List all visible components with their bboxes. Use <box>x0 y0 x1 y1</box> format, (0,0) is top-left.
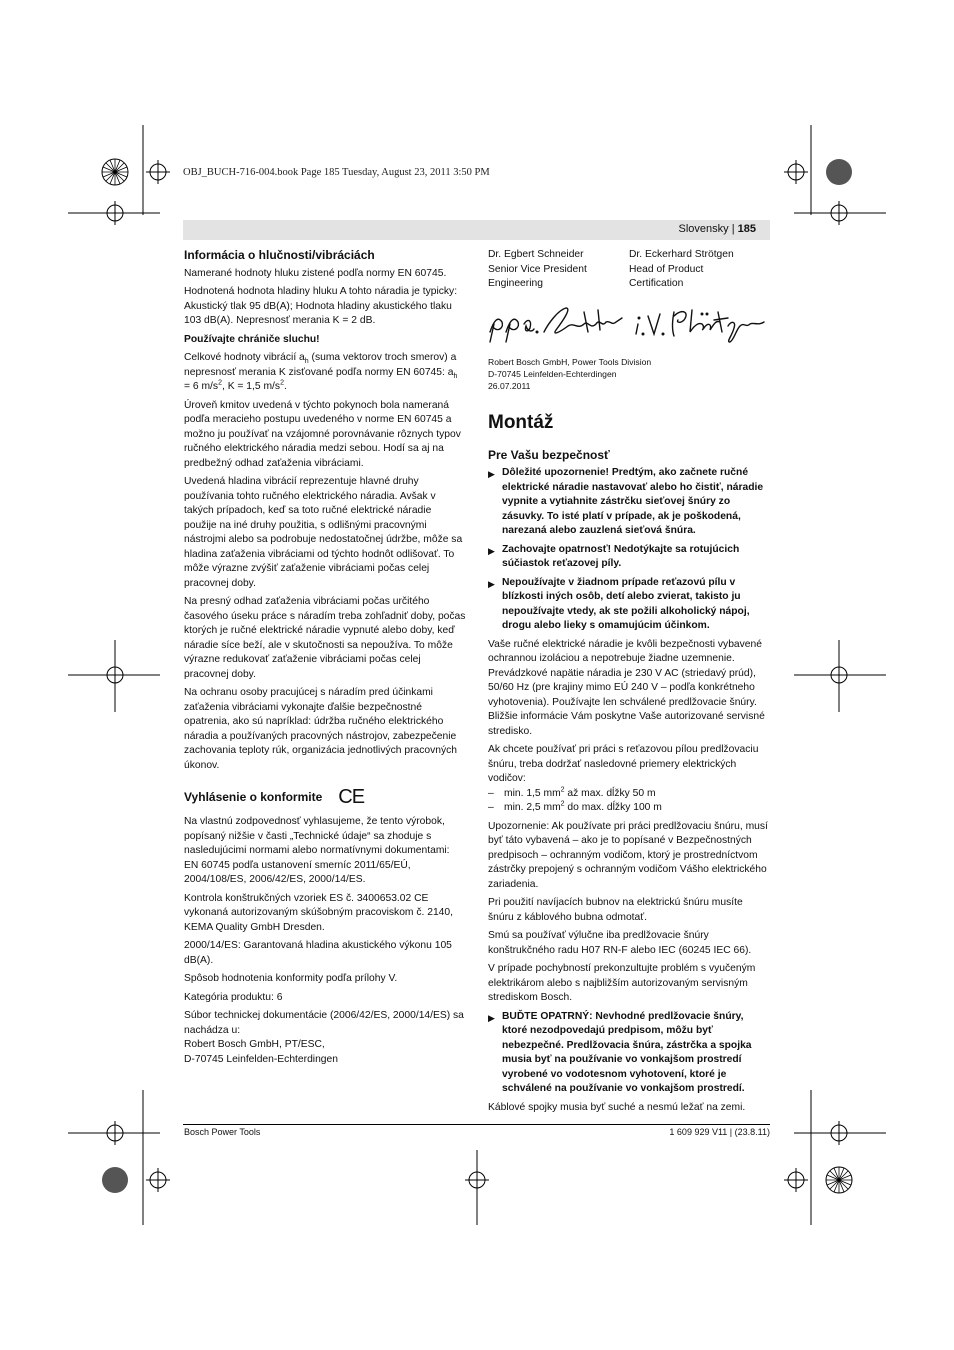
bullet-arrow-icon: ▶ <box>488 545 495 556</box>
vib-d: , K = 1,5 m/s <box>221 381 281 392</box>
vib-sub1: h <box>304 358 309 366</box>
printer-slug: OBJ_BUCH-716-004.book Page 185 Tuesday, August 23, 2011 3:50 PM <box>183 167 490 178</box>
conformity-p3: 2000/14/ES: Garantovaná hladina akustického výkonu 105 dB(A). <box>184 940 452 966</box>
montaz-p1: Vaše ručné elektrické náradie je kvôli bezpečnosti vybavené ochrannou izoláciou a nepotrebuje žiadne uzemnenie. Prevádzkové napätie náradia je 230 V AC (striedavý prúd), 50/60 Hz (pre krajiny mimo EÚ 240 V – podľa konkrétneho vyhotovenia). Používajte len schválené predlžovacie šnúry. Bližšie informácie Vám poskytne Vaše autorizované servisné stredisko. <box>488 638 765 737</box>
safety-bullet-3 <box>488 576 770 634</box>
company-date: 26.07.2011 <box>488 380 531 391</box>
header-separator: | <box>731 223 735 235</box>
vib-sub2: h <box>453 372 458 380</box>
vibration-p7: Na presný odhad zaťaženia vibráciami počas určitého časového úseku práce s náradím treba zohľadniť doby, počas ktorých je ručné elektrické náradie vypnuté alebo doby, keď náradie síce beží, ale v skutočnosti sa nepoužíva. To môže výrazne redukovať zaťaženie vibráciami počas celej pracovnej doby. <box>184 596 466 680</box>
sig1-prefix-text: ppa. <box>494 349 496 351</box>
signer2-name: Dr. Eckerhard Strötgen <box>629 249 734 260</box>
caution-bullet-text: BUĎTE OPATRNÝ: Nevhodné predlžovacie šnúry, ktoré nezodpovedajú predpisom, môžu byť nebezpečné. Predlžovacia šnúra, zástrčka a spojka musia byť na používanie vo vonkajšom prostredí vyrobené vo vodotesnom vyhotovení, ktoré je schválené na používanie vo vonkajšom prostredí. <box>502 1010 752 1094</box>
vibration-values <box>184 351 466 395</box>
safety-bullet-1-text: Dôležité upozornenie! Predtým, ako začnete ručné elektrické náradie nastavovať alebo ho čistiť, náradie vypnite a vytiahnite zástrčku sieťovej šnúry zo zásuvky. To isté platí v prípade, ak je poškodená, narezaná alebo zauzlená sieťová šnúra. <box>502 467 764 536</box>
d1-b: až max. dĺžky 50 m <box>564 787 656 799</box>
company-name: Robert Bosch GmbH, Power Tools Division <box>488 356 652 367</box>
montaz-p3: Upozornenie: Ak používate pri práci predlžovaciu šnúru, musí byť táto vybavená – ako je to popísané v Bezpečnostných predpisoch – ochranným vodičom, ktorý je prostredníctvom zástrčky prepojený s ochranným vodičom Vášho elektrického zariadenia. <box>488 820 768 890</box>
sig2-prefix-text: i.V. <box>638 349 640 351</box>
signer-schneider <box>488 248 629 292</box>
conformity-heading-row <box>184 787 466 807</box>
montaz-p5: Smú sa používať výlučne iba predlžovacie šnúry konštrukčného radu H07 RN-F alebo IEC (60245 IEC 66). <box>488 930 752 956</box>
vib-b: (suma vektorov troch smerov) a nepresnosť merania K zisťované podľa normy EN 60745: a <box>184 352 457 378</box>
conformity-p5: Kategória produktu: 6 <box>184 991 283 1003</box>
handwritten-signatures <box>488 302 773 351</box>
signer2-title: Head of Product <box>629 263 704 275</box>
header-text <box>679 223 756 235</box>
company-block <box>488 356 770 392</box>
bullet-arrow-icon: ▶ <box>488 1012 495 1023</box>
company-address: D-70745 Leinfelden-Echterdingen <box>488 368 617 379</box>
montaz-p6: V prípade pochybností prekonzultujte problém s vyučeným elektrikárom alebo s najbližším autorizovaným servisným strediskom Bosch. <box>488 963 756 1003</box>
footer-left: Bosch Power Tools <box>184 1127 261 1137</box>
safety-bullet-1 <box>488 466 770 539</box>
signer-stroetgen <box>629 248 770 292</box>
noise-vibration-heading: Informácia o hlučnosti/vibráciách <box>184 248 375 262</box>
conformity-p2: Kontrola konštrukčných vzoriek ES č. 3400653.02 CE vykonaná autorizovaným skúšobným pracoviskom č. 2140, KEMA Quality GmbH Dresden. <box>184 892 453 933</box>
page-number: 185 <box>737 223 756 235</box>
cable-size-1 <box>488 787 770 802</box>
d2-sup: 2 <box>560 800 565 808</box>
d2-a: min. 2,5 mm <box>504 802 561 813</box>
signer2-dept: Certification <box>629 278 684 289</box>
noise-p1: Namerané hodnoty hluku zistené podľa normy EN 60745. <box>184 267 447 279</box>
conformity-address-2: D-70745 Leinfelden-Echterdingen <box>184 1053 338 1065</box>
montaz-p2: Ak chcete používať pri práci s reťazovou pílou predlžovaciu šnúru, treba dodržať nasledovné priemery elektrických vodičov: <box>488 744 759 784</box>
vibration-p6: Uvedená hladina vibrácií reprezentuje hlavné druhy používania tohto ručného elektrického náradia. Avšak v takých prípadoch, keď sa toto ručné elektrické náradie použije na iné druhy použitia, s odlišnými pracovnými nástrojmi alebo sa podrobuje nedostatočnej údržbe, môže sa hladina zaťaženia vibráciami od týchto hodnôt odlišovať. To môže výrazne zvýšiť zaťaženie vibráciami počas celej pracovnej doby. <box>184 476 463 589</box>
left-column <box>184 248 466 1071</box>
footer-right: 1 609 929 V11 | (23.8.11) <box>669 1127 770 1137</box>
montaz-p7: Káblové spojky musia byť suché a nesmú ležať na zemi. <box>488 1101 746 1113</box>
cable-size-1-text <box>504 787 656 802</box>
ce-mark-icon: CE <box>338 786 365 808</box>
signer1-title: Senior Vice President <box>488 263 587 275</box>
safety-bullet-2-text: Zachovajte opatrnosť! Nedotýkajte sa rotujúcich súčiastok reťazovej píly. <box>502 543 740 569</box>
montaz-p4: Pri použití navíjacích bubnov na elektrickú šnúru musíte šnúru z káblového bubna odmotať. <box>488 897 743 923</box>
page-header <box>183 220 770 240</box>
montaz-heading: Montáž <box>488 411 554 433</box>
footer-rule <box>183 1124 770 1125</box>
caution-bullet <box>488 1010 770 1097</box>
d1-sup: 2 <box>560 786 565 794</box>
hearing-protection-note: Používajte chrániče sluchu! <box>184 333 320 345</box>
safety-bullet-3-text: Nepoužívajte v žiadnom prípade reťazovú pílu v blízkosti iných osôb, detí alebo zvierat, takisto ju nepoužívajte vtedy, ak ste požili alkoholický nápoj, drogu alebo lieky s omamujúcim účinkom. <box>502 576 750 631</box>
right-column <box>488 248 770 1119</box>
conformity-p1: Na vlastnú zodpovednosť vyhlasujeme, že tento výrobok, popísaný nižšie v časti „Technické údaje“ sa zhoduje s nasledujúcimi normami alebo normatívnymi dokumentami: EN 60745 podľa ustanovení smerníc 2011/65/EÚ, 2004/108/ES, 2006/42/ES, 2000/14/ES. <box>184 816 450 885</box>
safety-bullet-2 <box>488 543 770 572</box>
bullet-arrow-icon: ▶ <box>488 578 495 589</box>
dash-marker: – <box>488 787 494 799</box>
vib-e: . <box>283 381 287 392</box>
conformity-address-1: Robert Bosch GmbH, PT/ESC, <box>184 1039 325 1050</box>
vib-sup2: 2 <box>280 379 284 387</box>
bullet-arrow-icon: ▶ <box>488 469 495 479</box>
signer1-dept: Engineering <box>488 278 543 289</box>
vib-sup1: 2 <box>218 379 222 387</box>
signer1-name: Dr. Egbert Schneider <box>488 249 584 260</box>
safety-heading: Pre Vašu bezpečnosť <box>488 447 610 462</box>
d1-a: min. 1,5 mm <box>504 787 561 799</box>
noise-p2: Hodnotená hodnota hladiny hluku A tohto náradia je typicky: Akustický tlak 95 dB(A); Hodnota hladiny akustického tlaku 103 dB(A). Nepresnosť merania K = 2 dB. <box>184 286 458 326</box>
signers <box>488 248 770 292</box>
signatures <box>488 302 770 351</box>
header-language: Slovensky <box>678 223 729 235</box>
vibration-p5: Úroveň kmitov uvedená v týchto pokynoch bola nameraná podľa meracieho postupu uvedeného v norme EN 60745 a možno ju používať na vzájomné porovnávanie rôznych typov ručného elektrického náradia medzi sebou. Hodí sa aj na predbežný odhad zaťaženia vibráciami. <box>184 399 461 469</box>
vib-c: = 6 m/s <box>184 381 219 392</box>
conformity-p6: Súbor technickej dokumentácie (2006/42/ES, 2000/14/ES) sa nachádza u: <box>184 1010 464 1036</box>
conformity-p4: Spôsob hodnotenia konformity podľa prílohy V. <box>184 973 398 984</box>
d2-b: do max. dĺžky 100 m <box>564 802 662 813</box>
cable-size-2-text <box>504 801 662 816</box>
vibration-p8: Na ochranu osoby pracujúcej s náradím pred účinkami zaťaženia vibráciami vykonajte ďalšie bezpečnostné opatrenia, ako sú napríklad: údržba ručného elektrického náradia a používaných pracovných nástrojov, zabezpečenie zachovania teploty rúk, organizácia jednotlivých pracovných úkonov. <box>184 687 458 771</box>
dash-marker: – <box>488 802 494 813</box>
cable-size-2 <box>488 801 770 816</box>
conformity-heading: Vyhlásenie o konformite <box>184 789 323 804</box>
vib-a: Celkové hodnoty vibrácií a <box>184 352 305 363</box>
